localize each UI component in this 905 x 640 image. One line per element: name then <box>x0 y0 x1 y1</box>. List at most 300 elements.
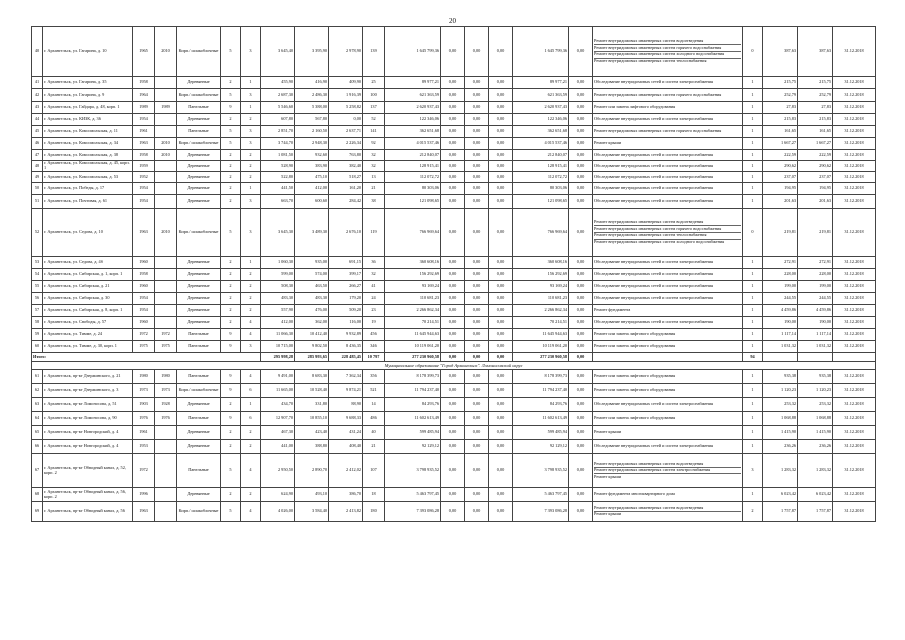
owner-area: 88,90 <box>329 398 363 412</box>
unit-count: 1 <box>743 89 763 102</box>
floors: 9 <box>221 329 241 341</box>
year-renovated <box>155 161 177 172</box>
max-cost: 272,91 <box>798 257 833 269</box>
wall-material: Деревянные <box>177 183 221 195</box>
works-list <box>593 150 743 161</box>
owner-area: 2 226,34 <box>329 138 363 150</box>
total-area: 441,50 <box>261 183 295 195</box>
regional-funds: 0,00 <box>465 293 489 305</box>
address: г. Архангельск, ул. Победы, д. 17 <box>43 183 133 195</box>
row-number: 50 <box>32 183 43 195</box>
total-area: 2 851,70 <box>261 126 295 138</box>
completion-date: 31.12.2018 <box>833 126 876 138</box>
table-row <box>32 281 876 293</box>
total-cost: 362 651,68 <box>385 126 441 138</box>
year-renovated: 1989 <box>155 102 177 114</box>
year-built: 1973 <box>133 384 155 398</box>
floors: 5 <box>221 454 241 488</box>
residents: 100 <box>363 89 385 102</box>
year-built: 1959 <box>133 161 155 172</box>
other-funds: 0,00 <box>569 102 593 114</box>
other-funds: 0,00 <box>569 77 593 89</box>
max-cost: 199,00 <box>798 281 833 293</box>
owner-funds: 2 266 862,34 <box>513 305 569 317</box>
unit-count: 1 <box>743 412 763 426</box>
federal-funds: 0,00 <box>441 412 465 426</box>
federal-funds: 0,00 <box>441 209 465 257</box>
completion-date: 31.12.2018 <box>833 317 876 329</box>
address: г. Архангельск, ул. Свободы, д. 57 <box>43 317 133 329</box>
specific-cost: 1 757,87 <box>763 502 798 522</box>
work-type: Ремонт внутридомовых инженерных систем горячего водоснабжения <box>594 225 741 232</box>
unit-count: 3 <box>743 454 763 488</box>
wall-material: Деревянные <box>177 317 221 329</box>
living-area: 3 584,40 <box>295 502 329 522</box>
year-renovated <box>155 195 177 209</box>
works-list <box>593 89 743 102</box>
other-funds: 0,00 <box>569 305 593 317</box>
table-row <box>32 502 876 522</box>
row-number: 43 <box>32 102 43 114</box>
work-type: Ремонт внутридомовых инженерных систем теплоснабжения <box>594 58 741 65</box>
owner-funds: 84 293,76 <box>513 398 569 412</box>
wall-material: Деревянные <box>177 195 221 209</box>
federal-funds: 0,00 <box>441 488 465 502</box>
floors: 2 <box>221 257 241 269</box>
owner-area: 161,20 <box>329 183 363 195</box>
entrances: 1 <box>241 102 261 114</box>
max-cost: 1 068,88 <box>798 412 833 426</box>
other-funds: 0,00 <box>569 440 593 454</box>
address: г. Архангельск, пр-кт Ломоносова, д. 90 <box>43 412 133 426</box>
table-row <box>32 454 876 488</box>
year-renovated <box>155 126 177 138</box>
completion-date: 31.12.2018 <box>833 89 876 102</box>
regional-funds: 0,00 <box>465 126 489 138</box>
max-cost: 161,65 <box>798 126 833 138</box>
federal-funds: 0,00 <box>441 77 465 89</box>
row-number: 65 <box>32 426 43 440</box>
local-funds: 0,00 <box>489 370 513 384</box>
unit-count: 0 <box>743 27 763 77</box>
owner-area: 382,40 <box>329 161 363 172</box>
unit-count: 1 <box>743 341 763 353</box>
owner-area: 0,00 <box>329 114 363 126</box>
work-type: Ремонт или замена лифтового оборудования <box>594 104 676 110</box>
max-cost: 935,38 <box>798 370 833 384</box>
works-list <box>593 183 743 195</box>
other-funds: 0,00 <box>569 150 593 161</box>
total-row <box>32 353 876 362</box>
local-funds: 0,00 <box>489 114 513 126</box>
total-area: 624,90 <box>261 488 295 502</box>
total-area: 522,80 <box>261 172 295 183</box>
year-built: 1961 <box>133 426 155 440</box>
owner-area: 9 932,89 <box>329 329 363 341</box>
specific-cost: 237,07 <box>763 172 798 183</box>
table-row <box>32 269 876 281</box>
owner-area: 431,24 <box>329 426 363 440</box>
other-funds: 0,00 <box>569 138 593 150</box>
federal-funds: 0,00 <box>441 454 465 488</box>
work-type: Ремонт или замена лифтового оборудования <box>594 343 676 349</box>
max-cost: 215,83 <box>798 114 833 126</box>
regional-funds: 0,00 <box>465 114 489 126</box>
owner-funds: 80 303,06 <box>513 183 569 195</box>
max-cost: 252,79 <box>798 89 833 102</box>
work-type: Ремонт внутридомовых инженерных систем горячего водоснабжения <box>594 44 741 51</box>
year-built: 1964 <box>133 89 155 102</box>
entrances: 6 <box>241 412 261 426</box>
table-row <box>32 209 876 257</box>
owner-area: 386,70 <box>329 488 363 502</box>
max-cost: 1 415,90 <box>798 426 833 440</box>
specific-cost: 1 283,32 <box>763 454 798 488</box>
row-number: 64 <box>32 412 43 426</box>
owner-area: 8 436,35 <box>329 341 363 353</box>
year-built: 1954 <box>133 293 155 305</box>
federal-funds: 0,00 <box>441 195 465 209</box>
table-body <box>32 27 876 522</box>
total-cost: 122 346,06 <box>385 114 441 126</box>
entrances: 3 <box>241 209 261 257</box>
total-a2: 285 993,65 <box>295 353 329 362</box>
year-renovated: 1975 <box>155 341 177 353</box>
works-list <box>593 27 743 77</box>
floors: 2 <box>221 293 241 305</box>
wall-material: Деревянные <box>177 305 221 317</box>
wall-material: Кирп./ шлакоблочные <box>177 89 221 102</box>
address: г. Архангельск, пр-кт Ломоносова, д. 51 <box>43 398 133 412</box>
owner-funds: 89 977,21 <box>513 77 569 89</box>
specific-cost: 6 023,42 <box>763 488 798 502</box>
max-cost: 6 023,42 <box>798 488 833 502</box>
total-area: 3 645,30 <box>261 209 295 257</box>
works-list <box>593 412 743 426</box>
owner-area: 2 978,90 <box>329 27 363 77</box>
local-funds: 0,00 <box>489 440 513 454</box>
specific-cost: 1 031,32 <box>763 341 798 353</box>
table-row <box>32 172 876 183</box>
regional-funds: 0,00 <box>465 209 489 257</box>
completion-date: 31.12.2018 <box>833 209 876 257</box>
living-area: 476,00 <box>295 305 329 317</box>
local-funds: 0,00 <box>489 305 513 317</box>
work-type: Ремонт внутридомовых инженерных систем водоотведения <box>594 460 704 466</box>
total-cost: 7 393 086,28 <box>385 502 441 522</box>
row-number: 44 <box>32 114 43 126</box>
year-renovated <box>155 426 177 440</box>
wall-material: Панельные <box>177 370 221 384</box>
row-number: 62 <box>32 384 43 398</box>
wall-material: Деревянные <box>177 161 221 172</box>
living-area: 2 948,30 <box>295 138 329 150</box>
unit-count: 1 <box>743 426 763 440</box>
entrances: 4 <box>241 317 261 329</box>
unit-count: 1 <box>743 305 763 317</box>
entrances: 3 <box>241 138 261 150</box>
owner-funds: 2 620 937,43 <box>513 102 569 114</box>
federal-funds: 0,00 <box>441 398 465 412</box>
living-area: 362,00 <box>295 317 329 329</box>
owner-area: 509,20 <box>329 305 363 317</box>
total-area: 455,90 <box>261 77 295 89</box>
total-area: 434,70 <box>261 398 295 412</box>
address: г. Архангельск, ул. Гагарина, д. 10 <box>43 27 133 77</box>
row-number: 59 <box>32 329 43 341</box>
wall-material: Кирп./ шлакоблочные <box>177 27 221 77</box>
unit-count: 1 <box>743 398 763 412</box>
specific-cost: 1 068,88 <box>763 412 798 426</box>
completion-date: 31.12.2018 <box>833 454 876 488</box>
total-cost: 70 214,51 <box>385 317 441 329</box>
table-row <box>32 114 876 126</box>
entrances: 6 <box>241 384 261 398</box>
unit-count: 1 <box>743 126 763 138</box>
specific-cost: 253,32 <box>763 398 798 412</box>
owner-area: 266,27 <box>329 281 363 293</box>
row-number: 48 <box>32 161 43 172</box>
row-number: 41 <box>32 77 43 89</box>
other-funds: 0,00 <box>569 398 593 412</box>
work-type: Ремонт крыши <box>594 429 622 435</box>
work-type: Ремонт внутридомовых инженерных систем горячего водоснабжения <box>594 128 722 134</box>
table-row <box>32 195 876 209</box>
other-funds: 0,00 <box>569 172 593 183</box>
max-cost: 27,83 <box>798 102 833 114</box>
owner-funds: 110 681,23 <box>513 293 569 305</box>
floors: 5 <box>221 138 241 150</box>
section-title: Муниципальное образование "Город Архангельск". Ломоносовский округ <box>32 362 876 370</box>
wall-material: Кирп./ шлакоблочные <box>177 384 221 398</box>
living-area: 5 388,00 <box>295 102 329 114</box>
completion-date: 31.12.2018 <box>833 269 876 281</box>
local-funds: 0,00 <box>489 161 513 172</box>
total-cost: 11 794 237,40 <box>385 384 441 398</box>
living-area: 10 412,40 <box>295 329 329 341</box>
specific-cost: 201,63 <box>763 195 798 209</box>
total-cost: 212 840,07 <box>385 150 441 161</box>
other-funds: 0,00 <box>569 329 593 341</box>
completion-date: 31.12.2018 <box>833 161 876 172</box>
address: г. Архангельск, ул. Сибирская, д. 1, корп. 1 <box>43 269 133 281</box>
table-row <box>32 183 876 195</box>
total-area: 412,00 <box>261 317 295 329</box>
table-row <box>32 370 876 384</box>
completion-date: 31.12.2018 <box>833 502 876 522</box>
total-z1: 0,00 <box>441 353 465 362</box>
local-funds: 0,00 <box>489 281 513 293</box>
specific-cost: 215,75 <box>763 77 798 89</box>
owner-funds: 7 393 086,28 <box>513 502 569 522</box>
work-type: Ремонт крыши <box>594 473 741 480</box>
residents: 40 <box>363 426 385 440</box>
row-number: 47 <box>32 150 43 161</box>
regional-funds: 0,00 <box>465 370 489 384</box>
year-built: 1960 <box>133 317 155 329</box>
max-cost: 1 031,32 <box>798 341 833 353</box>
total-a3: 228 485,45 <box>329 353 363 362</box>
wall-material: Деревянные <box>177 426 221 440</box>
max-cost: 1 667,27 <box>798 138 833 150</box>
floors: 5 <box>221 89 241 102</box>
section-header-row <box>32 362 876 370</box>
specific-cost: 161,65 <box>763 126 798 138</box>
residents: 32 <box>363 269 385 281</box>
year-built: 1954 <box>133 183 155 195</box>
other-funds: 0,00 <box>569 426 593 440</box>
completion-date: 31.12.2018 <box>833 114 876 126</box>
floors: 2 <box>221 488 241 502</box>
work-type: Обследование внутридомовых сетей и систем электроснабжения <box>594 443 713 449</box>
floors: 2 <box>221 426 241 440</box>
year-renovated <box>155 317 177 329</box>
owner-funds: 128 915,41 <box>513 161 569 172</box>
completion-date: 31.12.2018 <box>833 426 876 440</box>
year-renovated: 1980 <box>155 370 177 384</box>
living-area: 10 855,10 <box>295 412 329 426</box>
completion-date: 31.12.2018 <box>833 329 876 341</box>
completion-date: 31.12.2018 <box>833 77 876 89</box>
regional-funds: 0,00 <box>465 440 489 454</box>
local-funds: 0,00 <box>489 126 513 138</box>
floors: 5 <box>221 502 241 522</box>
residents: 356 <box>363 370 385 384</box>
wall-material: Кирп./ шлакоблочные <box>177 209 221 257</box>
row-number: 40 <box>32 27 43 77</box>
year-built: 1958 <box>133 269 155 281</box>
address: г. Архангельск, пр-кт Дзержинского, д. 21 <box>43 370 133 384</box>
work-type: Ремонт внутридомовых инженерных систем теплоснабжения <box>594 232 741 239</box>
residents: 14 <box>363 398 385 412</box>
year-built: 1961 <box>133 126 155 138</box>
residents: 92 <box>363 138 385 150</box>
living-area: 574,00 <box>295 269 329 281</box>
specific-cost: 1 117,14 <box>763 329 798 341</box>
floors: 9 <box>221 370 241 384</box>
wall-material: Панельные <box>177 329 221 341</box>
specific-cost: 4 459,86 <box>763 305 798 317</box>
floors: 9 <box>221 102 241 114</box>
other-funds: 0,00 <box>569 114 593 126</box>
total-cost: 8 178 399,73 <box>385 370 441 384</box>
owner-funds: 10 119 061,20 <box>513 341 569 353</box>
completion-date: 31.12.2018 <box>833 281 876 293</box>
entrances: 3 <box>241 89 261 102</box>
floors: 2 <box>221 317 241 329</box>
repair-program-table <box>31 26 876 522</box>
residents: 38 <box>363 195 385 209</box>
year-built: 1960 <box>133 257 155 269</box>
federal-funds: 0,00 <box>441 329 465 341</box>
work-type: Обследование внутридомовых сетей и систем электроснабжения <box>594 259 713 265</box>
specific-cost: 236,26 <box>763 440 798 454</box>
owner-area: 2 676,10 <box>329 209 363 257</box>
year-built: 1953 <box>133 440 155 454</box>
owner-area: 5 258,82 <box>329 102 363 114</box>
year-renovated <box>155 281 177 293</box>
living-area: 388,80 <box>295 440 329 454</box>
specific-cost: 1 415,90 <box>763 426 798 440</box>
regional-funds: 0,00 <box>465 150 489 161</box>
living-area: 331,80 <box>295 398 329 412</box>
owner-area: 2 412,02 <box>329 454 363 488</box>
table-row <box>32 317 876 329</box>
entrances: 2 <box>241 269 261 281</box>
regional-funds: 0,00 <box>465 341 489 353</box>
year-built: 1989 <box>133 102 155 114</box>
address: г. Архангельск, ул. КИЗК, д. 36 <box>43 114 133 126</box>
specific-cost: 190,00 <box>763 317 798 329</box>
living-area: 2 160,50 <box>295 126 329 138</box>
residents: 137 <box>363 102 385 114</box>
federal-funds: 0,00 <box>441 126 465 138</box>
regional-funds: 0,00 <box>465 183 489 195</box>
work-type: Обследование внутридомовых сетей и систем электроснабжения <box>594 185 713 191</box>
owner-funds: 599 485,94 <box>513 426 569 440</box>
total-cost: 128 915,41 <box>385 161 441 172</box>
total-cost: 156 292,69 <box>385 269 441 281</box>
total-area: 528,90 <box>261 161 295 172</box>
total-cost: 89 977,21 <box>385 77 441 89</box>
address: г. Архангельск, ул. Гайдара, д. 48, корп. 1 <box>43 102 133 114</box>
year-built: 1952 <box>133 172 155 183</box>
floors: 2 <box>221 305 241 317</box>
specific-cost: 1 667,27 <box>763 138 798 150</box>
work-type: Обследование внутридомовых сетей и систем электроснабжения <box>594 271 713 277</box>
residents: 52 <box>363 114 385 126</box>
works-list <box>593 126 743 138</box>
year-built: 1963 <box>133 138 155 150</box>
total-area: 3 744,70 <box>261 138 295 150</box>
other-funds: 0,00 <box>569 317 593 329</box>
program-table-sheet <box>31 26 875 621</box>
address: г. Архангельск, ул. Гагарина, д. 9 <box>43 89 133 102</box>
entrances: 3 <box>241 341 261 353</box>
floors: 9 <box>221 412 241 426</box>
work-type: Ремонт или замена лифтового оборудования <box>594 387 676 393</box>
floors: 2 <box>221 269 241 281</box>
year-renovated <box>155 114 177 126</box>
max-cost: 1 120,23 <box>798 384 833 398</box>
other-funds: 0,00 <box>569 454 593 488</box>
floors: 2 <box>221 440 241 454</box>
residents: 41 <box>363 281 385 293</box>
address: г. Архангельск, ул. Комсомольская, д. 45, корп. 1 <box>43 161 133 172</box>
living-area: 9 802,50 <box>295 341 329 353</box>
floors: 2 <box>221 150 241 161</box>
completion-date: 31.12.2018 <box>833 195 876 209</box>
works-list <box>593 114 743 126</box>
entrances: 1 <box>241 398 261 412</box>
entrances: 2 <box>241 305 261 317</box>
year-built: 1996 <box>133 488 155 502</box>
local-funds: 0,00 <box>489 77 513 89</box>
federal-funds: 0,00 <box>441 172 465 183</box>
regional-funds: 0,00 <box>465 412 489 426</box>
federal-funds: 0,00 <box>441 183 465 195</box>
residents: 141 <box>363 126 385 138</box>
address: г. Архангельск, пр-кт Новгородский, д. 4 <box>43 440 133 454</box>
works-list <box>593 370 743 384</box>
year-built: 1954 <box>133 195 155 209</box>
local-funds: 0,00 <box>489 89 513 102</box>
year-renovated <box>155 454 177 488</box>
owner-area: 9 688,33 <box>329 412 363 426</box>
work-type: Обследование внутридомовых сетей и систем электроснабжения <box>594 79 713 85</box>
wall-material: Деревянные <box>177 114 221 126</box>
total-area: 2 687,30 <box>261 89 295 102</box>
